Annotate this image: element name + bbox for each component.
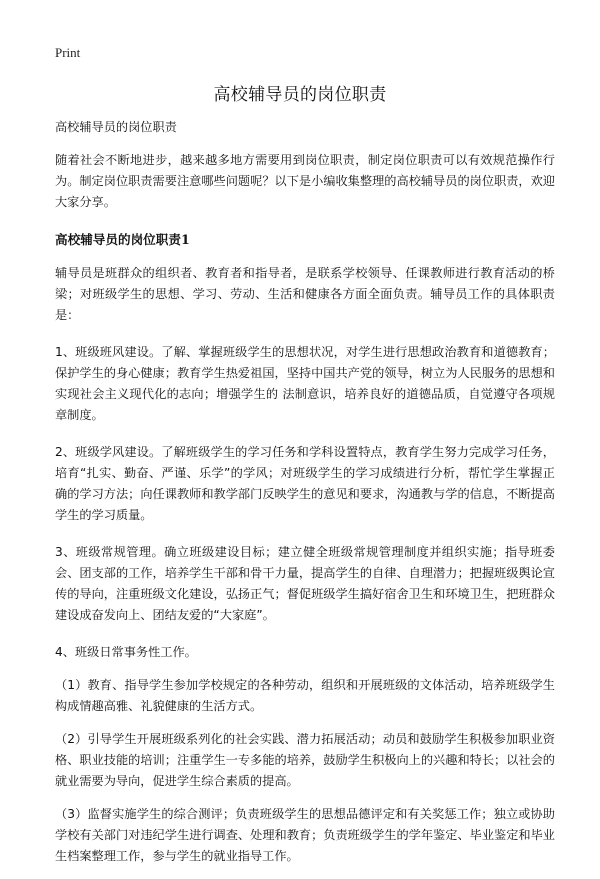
paragraph-study-style: 2、班级学风建设。了解班级学生的学习任务和学科设置特点，教育学生努力完成学习任务，培育“扎实、勤奋、严谨、乐学”的学风；对班级学生的学习成绩进行分析，帮忙学生掌握正确的学习方法；向任课教师和教学部门反映学生的意见和要求，沟通教与学的信息，不断提高学生的学习质量。 bbox=[55, 445, 555, 522]
document-subtitle: 高校辅导员的岗位职责 bbox=[55, 120, 177, 134]
paragraph-routine-management: 3、班级常规管理。确立班级建设目标；建立健全班级常规管理制度并组织实施；指导班委会、团支部的工作，培养学生干部和骨干力量，提高学生的自律、自理潜力；把握班级舆论宣传的导向，注重班级文化建设，弘扬正气；督促班级学生搞好宿舍卫生和环境卫生，把班群众建设成奋发向上、团结友爱的“大家庭”。 bbox=[55, 545, 555, 622]
page-title: 高校辅导员的岗位职责 bbox=[213, 85, 387, 105]
paragraph-daily-affairs: 4、班级日常事务性工作。 bbox=[55, 645, 197, 659]
paragraph-item-1: （1）教育、指导学生参加学校规定的各种劳动，组织和开展班级的文体活动，培养班级学生构成情趣高雅、礼貌健康的生活方式。 bbox=[55, 678, 555, 713]
paragraph-class-style: 1、班级班风建设。了解、掌握班级学生的思想状况，对学生进行思想政治教育和道德教育；保护学生的身心健康；教育学生热爱祖国，坚持中国共产党的领导，树立为人民服务的思想和实现社会主义现代化的志向；增强学生的 法制意识，培养良好的道德品质，自觉遵守各项规章制度。 bbox=[55, 345, 555, 422]
section-heading: 高校辅导员的岗位职责1 bbox=[55, 232, 190, 247]
paragraph-item-2: （2）引导学生开展班级系列化的社会实践、潜力拓展活动；动员和鼓励学生积极参加职业资格、职业技能的培训；注重学生一专多能的培养，鼓励学生积极向上的兴趣和特长；以社会的就业需要为导向，促进学生综合素质的提高。 bbox=[55, 732, 555, 788]
paragraph-overview: 辅导员是班群众的组织者、教育者和指导者，是联系学校领导、任课教师进行教育活动的桥梁；对班级学生的思想、学习、劳动、生活和健康各方面全面负责。辅导员工作的具体职责是： bbox=[55, 266, 555, 322]
print-link[interactable]: Print bbox=[55, 45, 81, 60]
paragraph-item-3: （3）监督实施学生的综合测评；负责班级学生的思想品德评定和有关奖惩工作；独立或协助学校有关部门对违纪学生进行调查、处理和教育；负责班级学生的学年鉴定、毕业鉴定和毕业生档案整理工作，参与学生的就业指导工作。 bbox=[55, 807, 555, 863]
intro-paragraph: 随着社会不断地进步，越来越多地方需要用到岗位职责，制定岗位职责可以有效规范操作行为。制定岗位职责需要注意哪些问题呢？以下是小编收集整理的高校辅导员的岗位职责，欢迎大家分享。 bbox=[55, 153, 555, 209]
document-body bbox=[55, 117, 555, 879]
